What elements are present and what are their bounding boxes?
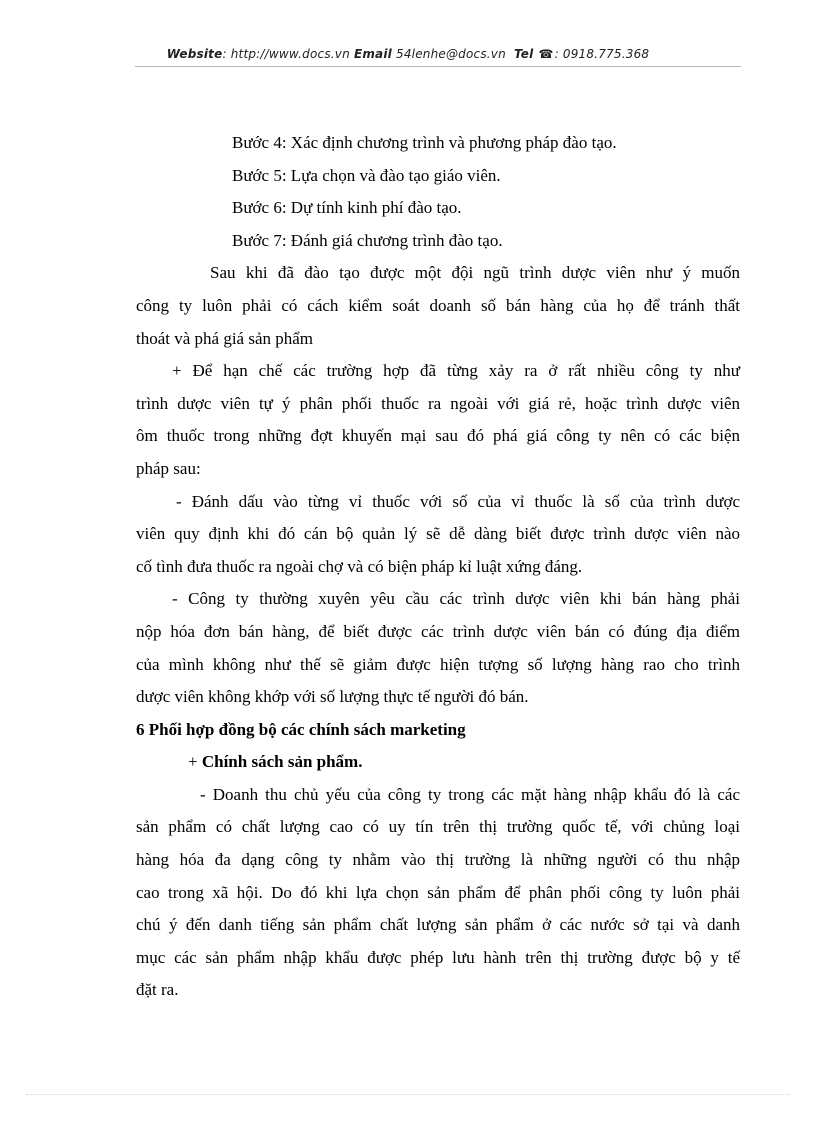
page-header xyxy=(0,47,816,61)
paragraph-line: - Công ty thường xuyên yêu cầu các trình dược viên khi bán hàng phải xyxy=(172,589,740,609)
website-label: Website xyxy=(166,47,223,61)
website-url[interactable]: http://www.docs.vn xyxy=(230,47,350,61)
paragraph-line: đặt ra. xyxy=(136,980,179,1000)
step-5: Bước 5: Lựa chọn và đào tạo giáo viên. xyxy=(232,165,501,185)
step-7: Bước 7: Đánh giá chương trình đào tạo. xyxy=(232,230,503,250)
paragraph-line: - Doanh thu chủ yếu của công ty trong các mặt hàng nhập khẩu đó là các xyxy=(200,784,740,804)
email-label: Email xyxy=(353,47,392,61)
tel-label: Tel xyxy=(513,47,534,61)
paragraph-line: dược viên không khớp với số lượng thực tế người đó bán. xyxy=(136,687,529,707)
paragraph-line: sản phẩm có chất lượng cao có uy tín trên thị trường quốc tế, với chủng loại xyxy=(136,817,740,837)
paragraph-line: mục các sản phẩm nhập khẩu được phép lưu hành trên thị trường được bộ y tế xyxy=(136,947,740,967)
paragraph-line: viên quy định khi đó cán bộ quản lý sẽ dễ dàng biết được trình dược viên nào xyxy=(136,524,740,544)
paragraph-line: của mình không như thế sẽ giảm được hiện tượng số lượng hàng rao cho trình xyxy=(136,654,740,674)
paragraph-line: hàng hóa đa dạng công ty nhằm vào thị trường là những người có thu nhập xyxy=(136,850,740,870)
document-body xyxy=(136,127,740,1007)
paragraph-line: pháp sau: xyxy=(136,458,201,478)
paragraph-line: công ty luôn phải có cách kiểm soát doanh số bán hàng của họ để tránh thất xyxy=(136,295,740,315)
paragraph-line: + Để hạn chế các trường hợp đã từng xảy ra ở rất nhiều công ty như xyxy=(172,361,740,381)
website-sep: : xyxy=(222,47,231,61)
subsection-prefix: + xyxy=(188,752,202,772)
section-heading: 6 Phối hợp đồng bộ các chính sách marketing xyxy=(136,719,466,739)
paragraph-line: ôm thuốc trong những đợt khuyến mại sau đó phá giá công ty nên có các biện xyxy=(136,426,740,446)
footer-divider xyxy=(26,1094,790,1095)
paragraph-line: Sau khi đã đào tạo được một đội ngũ trình dược viên như ý muốn xyxy=(210,263,740,283)
subsection-title: Chính sách sản phẩm. xyxy=(201,752,363,772)
paragraph-line: nộp hóa đơn bán hàng, để biết được các trình dược viên bán có đúng địa điểm xyxy=(136,621,740,641)
header-divider xyxy=(135,66,741,67)
step-6: Bước 6: Dự tính kinh phí đào tạo. xyxy=(232,198,462,218)
subsection-heading xyxy=(136,746,740,779)
email-value[interactable]: 54lenhe@docs.vn xyxy=(395,47,506,61)
paragraph-line: trình dược viên tự ý phân phối thuốc ra ngoài với giá rẻ, hoặc trình dược viên xyxy=(136,393,740,413)
paragraph-line: chú ý đến danh tiếng sản phẩm chất lượng sản phẩm ở các nước sở tại và danh xyxy=(136,915,740,935)
phone-icon: ☎ xyxy=(538,47,554,61)
paragraph-line: cố tình đưa thuốc ra ngoài chợ và có biện pháp kỉ luật xứng đáng. xyxy=(136,556,583,576)
tel-value: : 0918.775.368 xyxy=(554,47,650,61)
paragraph-line: cao trong xã hội. Do đó khi lựa chọn sản phẩm để phân phối công ty luôn phải xyxy=(136,882,740,902)
step-4: Bước 4: Xác định chương trình và phương pháp đào tạo. xyxy=(232,133,617,152)
paragraph-line: - Đánh dấu vào từng vỉ thuốc với số của vỉ thuốc là số của trình dược xyxy=(176,491,740,511)
paragraph-line: thoát và phá giá sản phẩm xyxy=(136,328,314,348)
